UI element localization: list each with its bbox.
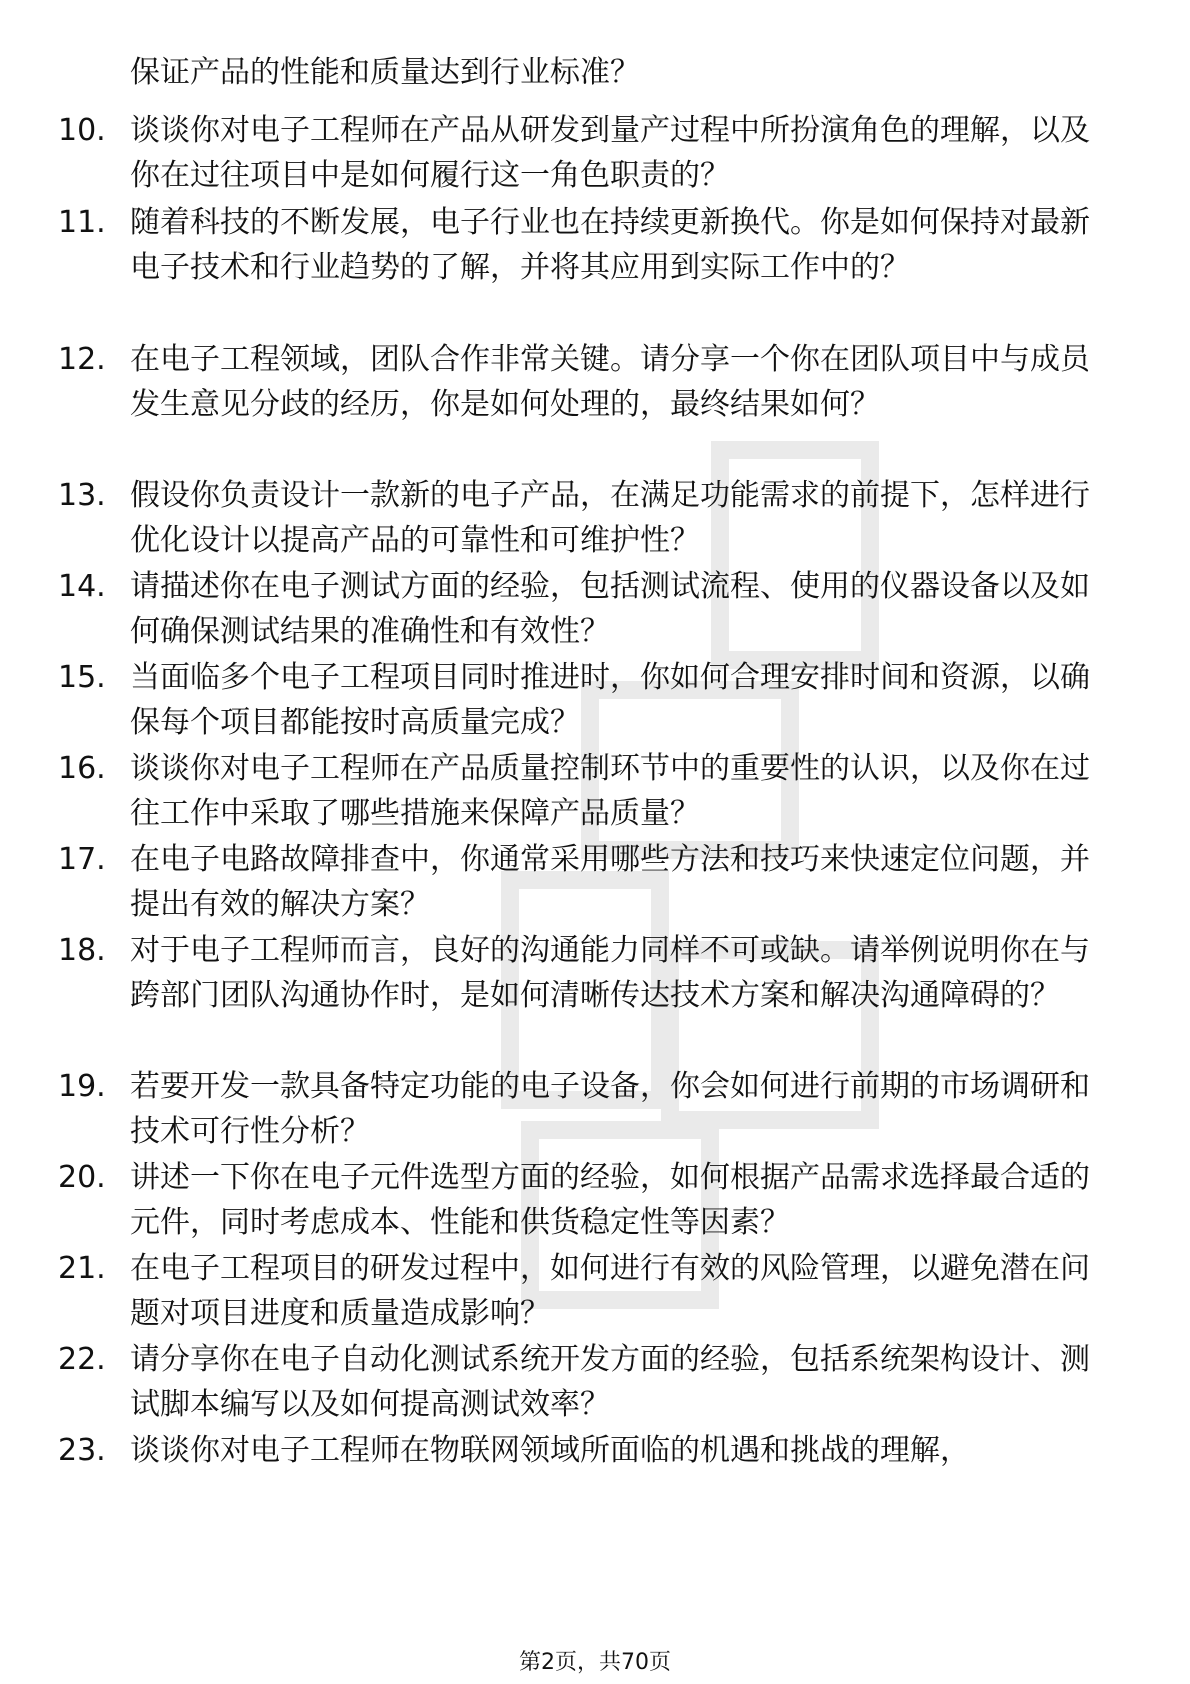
item-number: 14. xyxy=(58,569,106,604)
item-text: 谈谈你对电子工程师在物联网领域所面临的机遇和挑战的理解， xyxy=(130,1433,970,1468)
item-text: 假设你负责设计一款新的电子产品，在满足功能需求的前提下，怎样进行优化设计以提高产品的可靠性和可维护性？ xyxy=(130,478,1090,558)
item-number: 20. xyxy=(58,1160,106,1195)
item-number: 16. xyxy=(58,751,106,786)
list-item xyxy=(58,200,1118,290)
list-item xyxy=(58,337,1118,427)
list-item xyxy=(58,108,1118,198)
list-item xyxy=(58,1155,1118,1245)
item-number: 22. xyxy=(58,1342,106,1377)
item-text: 随着科技的不断发展，电子行业也在持续更新换代。你是如何保持对最新电子技术和行业趋势的了解，并将其应用到实际工作中的？ xyxy=(130,205,1090,285)
list-item xyxy=(58,473,1118,563)
list-item xyxy=(58,1428,1118,1473)
intro-text: 保证产品的性能和质量达到行业标准？ xyxy=(130,55,640,90)
item-number: 19. xyxy=(58,1069,106,1104)
item-number: 12. xyxy=(58,342,106,377)
list-item xyxy=(58,564,1118,654)
item-text: 谈谈你对电子工程师在产品质量控制环节中的重要性的认识，以及你在过往工作中采取了哪些措施来保障产品质量？ xyxy=(130,751,1090,831)
item-text: 在电子电路故障排查中，你通常采用哪些方法和技巧来快速定位问题，并提出有效的解决方案？ xyxy=(130,842,1090,922)
item-text: 请分享你在电子自动化测试系统开发方面的经验，包括系统架构设计、测试脚本编写以及如何提高测试效率？ xyxy=(130,1342,1090,1422)
list-item xyxy=(58,1064,1118,1154)
item-number: 13. xyxy=(58,478,106,513)
list-item xyxy=(58,928,1118,1018)
item-text: 在电子工程领域，团队合作非常关键。请分享一个你在团队项目中与成员发生意见分歧的经历，你是如何处理的，最终结果如何？ xyxy=(130,342,1090,422)
item-text: 当面临多个电子工程项目同时推进时，你如何合理安排时间和资源，以确保每个项目都能按时高质量完成？ xyxy=(130,660,1090,740)
item-text: 对于电子工程师而言，良好的沟通能力同样不可或缺。请举例说明你在与跨部门团队沟通协作时，是如何清晰传达技术方案和解决沟通障碍的？ xyxy=(130,933,1090,1013)
item-text: 请描述你在电子测试方面的经验，包括测试流程、使用的仪器设备以及如何确保测试结果的准确性和有效性？ xyxy=(130,569,1090,649)
item-text: 讲述一下你在电子元件选型方面的经验，如何根据产品需求选择最合适的元件，同时考虑成本、性能和供货稳定性等因素？ xyxy=(130,1160,1090,1240)
item-number: 23. xyxy=(58,1433,106,1468)
item-text: 谈谈你对电子工程师在产品从研发到量产过程中所扮演角色的理解，以及你在过往项目中是如何履行这一角色职责的？ xyxy=(130,113,1090,193)
list-item xyxy=(58,655,1118,745)
item-number: 15. xyxy=(58,660,106,695)
item-number: 10. xyxy=(58,113,106,148)
list-item xyxy=(58,1337,1118,1427)
item-number: 17. xyxy=(58,842,106,877)
item-number: 18. xyxy=(58,933,106,968)
list-item xyxy=(58,746,1118,836)
list-item xyxy=(58,837,1118,927)
list-item xyxy=(58,1246,1118,1336)
page-footer: 第2页，共70页 xyxy=(519,1650,671,1675)
item-number: 11. xyxy=(58,205,106,240)
item-text: 若要开发一款具备特定功能的电子设备，你会如何进行前期的市场调研和技术可行性分析？ xyxy=(130,1069,1090,1149)
item-number: 21. xyxy=(58,1251,106,1286)
item-text: 在电子工程项目的研发过程中，如何进行有效的风险管理，以避免潜在问题对项目进度和质量造成影响？ xyxy=(130,1251,1090,1331)
